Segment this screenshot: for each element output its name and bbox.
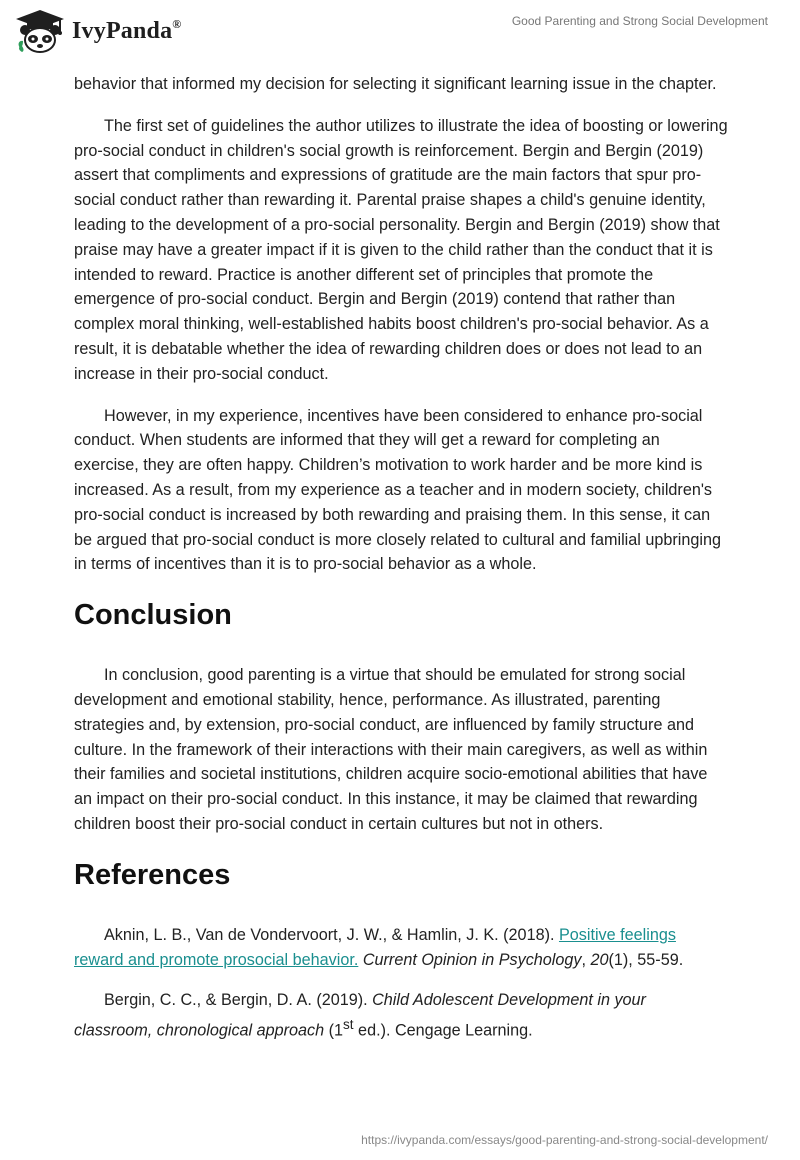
conclusion-heading: Conclusion	[74, 599, 232, 632]
reference-entry: Aknin, L. B., Van de Vondervoort, J. W., & Hamlin, J. K. (2018). Positive feelings reward and promote prosocial behavior. Current Opinion in Psychology, 20(1), 55-59.	[74, 925, 684, 969]
reference-link[interactable]: Positive feelings reward and promote prosocial behavior.	[74, 925, 676, 969]
reference-authors: Bergin, C. C., & Bergin, D. A. (2019).	[104, 991, 373, 1010]
body-paragraph: However, in my experience, incentives have been considered to enhance pro-social conduct. When students are informed that they will get a reward for completing an exercise, they are often happy. Children’s motivation to work harder and be more kind is increased. As a result, from my experience as a teacher and in modern society, children's pro-social conduct is increased by both rewarding and praising them. In this sense, it can be argued that pro-social conduct is more closely related to cultural and familial upbringing in terms of incentives than it is to pro-social behavior as a whole.	[74, 406, 721, 574]
header-document-title: Good Parenting and Strong Social Development	[511, 14, 768, 28]
reference-issue-pages: (1), 55-59.	[608, 950, 684, 969]
reference-authors: Aknin, L. B., Van de Vondervoort, J. W., & Hamlin, J. K. (2018).	[104, 925, 559, 944]
page-header	[0, 0, 800, 70]
reference-volume: 20	[590, 950, 609, 969]
reference-publisher: ed.). Cengage Learning.	[353, 1021, 533, 1040]
reference-entry: Bergin, C. C., & Bergin, D. A. (2019). Child Adolescent Development in your classroom, chronological approach (1st ed.). Cengage Learning.	[74, 991, 646, 1040]
body-paragraph: behavior that informed my decision for selecting it significant learning issue in the chapter.	[74, 75, 717, 93]
logo-text: IvyPanda®	[72, 17, 182, 44]
body-paragraph: The first set of guidelines the author utilizes to illustrate the idea of boosting or lowering pro-social conduct in children's social growth is reinforcement. Bergin and Bergin (2019) assert that compliments and expressions of gratitude are the main factors that spur pro-social conduct rather than rewarding it. Parental praise shapes a child's genuine identity, leading to the development of a pro-social personality. Bergin and Bergin (2019) show that praise may have a greater impact if it is given to the child rather than the conduct that it is intended to reward. Practice is another different set of principles that promote the emergence of pro-social conduct. Bergin and Bergin (2019) contend that rather than complex moral thinking, well-established habits boost children's pro-social behavior. As a result, it is debatable whether the idea of rewarding children does or does not lead to an increase in their pro-social conduct.	[74, 116, 728, 383]
footer-url[interactable]: https://ivypanda.com/essays/good-parenting-and-strong-social-development/	[361, 1133, 768, 1147]
conclusion-paragraph: In conclusion, good parenting is a virtue that should be emulated for strong social development and emotional stability, hence, performance. As illustrated, parenting strategies and, by extension, pro-social conduct, are influenced by family structure and culture. In the framework of their interactions with their main caregivers, as well as within their families and societal institutions, children acquire socio-emotional abilities that have an impact on their pro-social conduct. In this instance, it may be claimed that rewarding children boost their pro-social conduct in certain cultures but not in others.	[74, 666, 708, 833]
reference-title: Child Adolescent Development in your classroom, chronological approach	[74, 991, 646, 1040]
references-heading: References	[74, 858, 231, 891]
reference-journal: Current Opinion in Psychology	[362, 950, 582, 969]
edition-superscript: st	[343, 1017, 354, 1033]
panda-graduation-cap-icon	[14, 8, 66, 54]
site-logo[interactable]	[14, 8, 181, 54]
essay-content	[74, 72, 728, 1059]
